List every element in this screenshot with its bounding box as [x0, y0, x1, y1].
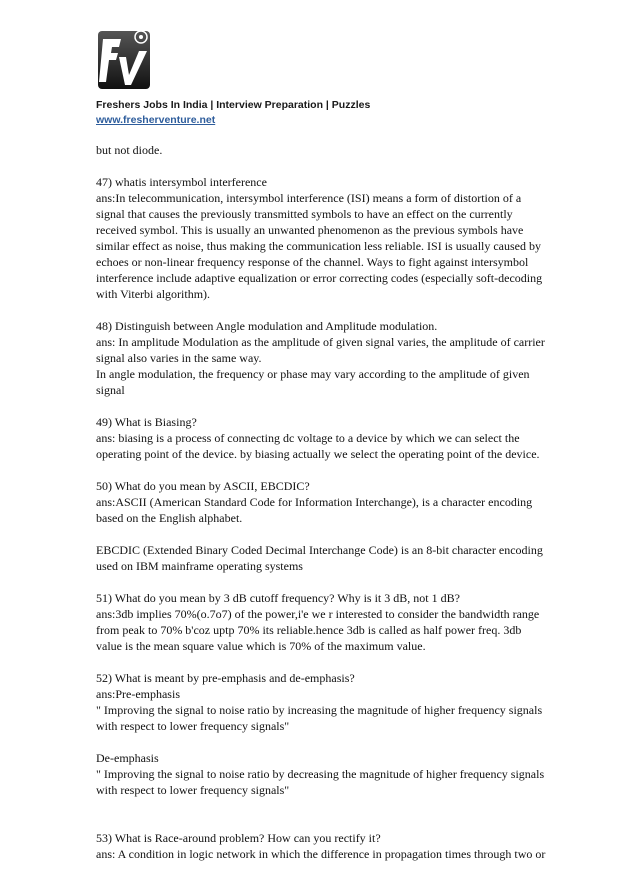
text-line: value is the mean square value which is 70% of the maximum value.	[96, 639, 426, 653]
text-line: " Improving the signal to noise ratio by increasing the magnitude of higher frequency signals	[96, 703, 543, 717]
text-line: EBCDIC (Extended Binary Coded Decimal Interchange Code) is an 8-bit character encoding	[96, 543, 543, 557]
intro-paragraph	[96, 142, 542, 158]
text-line: 47) whatis intersymbol interference	[96, 175, 267, 189]
text-line: ans:In telecommunication, intersymbol interference (ISI) means a form of distortion of a	[96, 191, 522, 205]
text-line: ans: A condition in logic network in which the difference in propagation times through two or	[96, 847, 546, 861]
text-line: signal also varies in the same way.	[96, 351, 262, 365]
question-47	[96, 174, 542, 302]
text-line: De-emphasis	[96, 751, 159, 765]
text-line: 51) What do you mean by 3 dB cutoff frequency? Why is it 3 dB, not 1 dB?	[96, 591, 460, 605]
text-line: operating point of the device. by biasing actually we select the operating point of the device.	[96, 447, 540, 461]
question-53	[96, 830, 546, 862]
text-line: 50) What do you mean by ASCII, EBCDIC?	[96, 479, 310, 493]
text-line: 49) What is Biasing?	[96, 415, 197, 429]
document-body	[96, 142, 546, 878]
text-line: similar effect as noise, thus making the communication less reliable. ISI is usually caused by	[96, 239, 542, 253]
intro-text: but not diode.	[96, 143, 163, 157]
text-line: ans:ASCII (American Standard Code for Information Interchange), is a character encoding	[96, 495, 533, 509]
text-line: ans: biasing is a process of connecting dc voltage to a device by which we can select the	[96, 431, 520, 445]
text-line: 53) What is Race-around problem? How can you rectify it?	[96, 831, 381, 845]
text-line: signal that causes the previously transmitted symbols to have an effect on the currently	[96, 207, 513, 221]
question-52	[96, 670, 542, 734]
text-line: used on IBM mainframe operating systems	[96, 559, 303, 573]
text-line: " Improving the signal to noise ratio by decreasing the magnitude of higher frequency signals	[96, 767, 545, 781]
text-line: echoes or non-linear frequency response of the channel. Ways to fight against intersymbol	[96, 255, 529, 269]
header-title: Freshers Jobs In India | Interview Preparation | Puzzles	[96, 99, 371, 111]
text-line: with Viterbi algorithm).	[96, 287, 211, 301]
text-line: from peak to 70% b'coz uptp 70% its reliable.hence 3db is called as half power freq. 3db	[96, 623, 522, 637]
question-52-deemphasis	[96, 750, 545, 798]
question-51	[96, 590, 542, 654]
text-line: ans:3db implies 70%(o.7o7) of the power,i'e we r interested to consider the bandwidth range	[96, 607, 540, 621]
text-line: with respect to lower frequency signals"	[96, 783, 290, 797]
header-url-link[interactable]: www.fresherventure.net	[96, 114, 216, 126]
fresherventure-logo	[97, 27, 151, 91]
text-line: 48) Distinguish between Angle modulation and Amplitude modulation.	[96, 319, 438, 333]
text-line: received symbol. This is usually an unwanted phenomenon as the previous symbols have	[96, 223, 524, 237]
blank-spacer	[96, 814, 542, 830]
text-line: based on the English alphabet.	[96, 511, 243, 525]
question-48	[96, 318, 545, 398]
question-50-ebcdic	[96, 542, 542, 574]
text-line: ans: In amplitude Modulation as the amplitude of given signal varies, the amplitude of carrier	[96, 335, 545, 349]
text-line: signal	[96, 383, 125, 397]
text-line: ans:Pre-emphasis	[96, 687, 180, 701]
question-50	[96, 478, 542, 526]
text-line: interference include adaptive equalization or error correcting codes (especially soft-decoding	[96, 271, 543, 285]
text-line: with respect to lower frequency signals"	[96, 719, 290, 733]
question-49	[96, 414, 542, 462]
text-line: 52) What is meant by pre-emphasis and de-emphasis?	[96, 671, 355, 685]
text-line: In angle modulation, the frequency or phase may vary according to the amplitude of given	[96, 367, 530, 381]
